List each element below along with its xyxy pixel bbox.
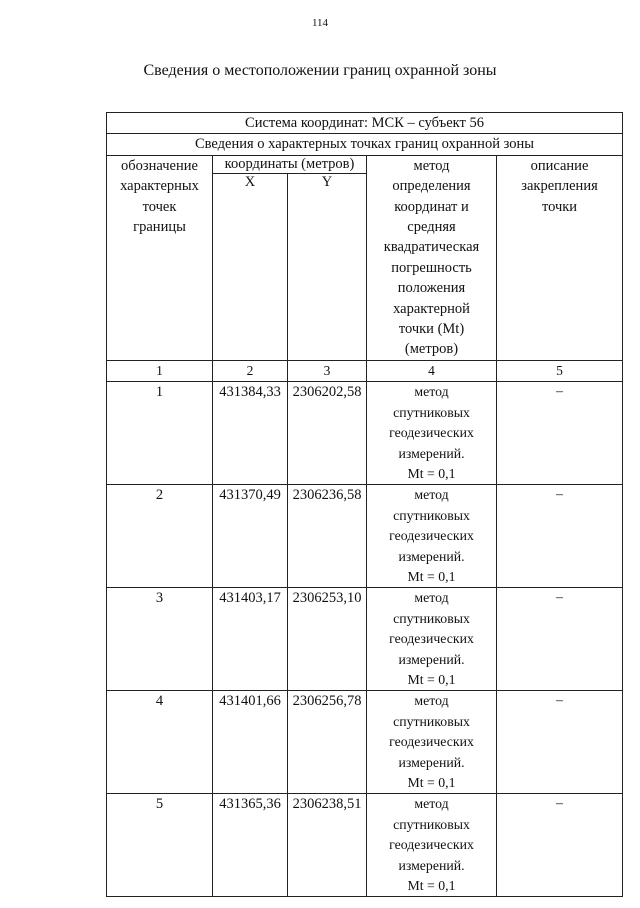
y-cell: 2306202,58: [288, 382, 367, 485]
point-cell: 1: [107, 382, 213, 485]
point-cell: 4: [107, 691, 213, 794]
method-line: геодезических: [389, 631, 474, 647]
description-cell: –: [497, 382, 623, 485]
header-line: погрешность: [391, 259, 472, 276]
method-line: измерений.: [398, 548, 465, 564]
header-line: точек: [142, 198, 177, 215]
description-cell: –: [497, 588, 623, 691]
method-line: метод: [414, 590, 449, 606]
document-title: Сведения о местоположении границ охранной зоны: [143, 62, 497, 79]
header-line: метод: [413, 157, 450, 174]
header-line: границы: [133, 219, 186, 236]
x-cell: 431401,66: [213, 691, 288, 794]
column-number: 4: [367, 360, 497, 381]
header-line: описание: [530, 157, 589, 174]
header-line: закрепления: [521, 178, 598, 195]
method-line: измерений.: [398, 857, 465, 873]
column-number: 5: [497, 360, 623, 381]
method-line: геодезических: [389, 837, 474, 853]
header-line: (метров): [404, 341, 459, 358]
method-cell: [367, 691, 497, 794]
table-row: [107, 485, 623, 588]
y-cell: 2306256,78: [288, 691, 367, 794]
method-cell: [367, 588, 497, 691]
y-cell: 2306236,58: [288, 485, 367, 588]
header-line: обозначение: [121, 157, 198, 174]
y-cell: 2306238,51: [288, 794, 367, 897]
y-cell: 2306253,10: [288, 588, 367, 691]
header-line: точки (Mt): [398, 321, 465, 338]
method-line: метод: [414, 796, 449, 812]
coordinates-header: координаты (метров): [213, 155, 367, 173]
column-number: 2: [213, 360, 288, 381]
description-header: [497, 155, 623, 360]
table-row: [107, 382, 623, 485]
method-line: геодезических: [389, 528, 474, 544]
method-line: измерений.: [398, 754, 465, 770]
method-line: измерений.: [398, 651, 465, 667]
description-cell: –: [497, 691, 623, 794]
y-header: Y: [288, 173, 367, 360]
header-line: положения: [397, 280, 466, 297]
column-number: 3: [288, 360, 367, 381]
method-line: геодезических: [389, 734, 474, 750]
method-line: Mt = 0,1: [407, 671, 456, 687]
method-line: спутниковых: [393, 713, 470, 729]
coordinate-system-row: [107, 113, 623, 134]
method-line: Mt = 0,1: [407, 465, 456, 481]
point-designation-header: [107, 155, 213, 360]
header-line: координат и: [394, 198, 469, 215]
method-line: метод: [414, 487, 449, 503]
point-cell: 5: [107, 794, 213, 897]
description-cell: –: [497, 794, 623, 897]
method-header: [367, 155, 497, 360]
table-row: [107, 691, 623, 794]
method-line: метод: [414, 384, 449, 400]
section-title-cell: Сведения о характерных точках границ охранной зоны: [107, 134, 623, 155]
x-cell: 431365,36: [213, 794, 288, 897]
method-line: Mt = 0,1: [407, 775, 456, 790]
method-line: Mt = 0,1: [407, 878, 456, 894]
method-line: геодезических: [389, 425, 474, 441]
header-line: квадратическая: [383, 239, 480, 256]
section-title-row: [107, 134, 623, 155]
method-cell: [367, 794, 497, 897]
header-line: характерной: [393, 300, 470, 317]
method-line: метод: [414, 693, 449, 709]
table-row: [107, 794, 623, 897]
point-cell: 3: [107, 588, 213, 691]
description-cell: –: [497, 485, 623, 588]
x-cell: 431403,17: [213, 588, 288, 691]
header-line: точки: [541, 198, 578, 215]
column-number: 1: [107, 360, 213, 381]
method-line: спутниковых: [393, 404, 470, 420]
method-line: измерений.: [398, 445, 465, 461]
method-line: спутниковых: [393, 507, 470, 523]
method-line: спутниковых: [393, 816, 470, 832]
page-number: 114: [311, 17, 329, 29]
point-cell: 2: [107, 485, 213, 588]
x-cell: 431384,33: [213, 382, 288, 485]
table-row: [107, 588, 623, 691]
column-number-row: [107, 360, 623, 381]
coordinates-table: [106, 112, 623, 897]
x-header: X: [213, 173, 288, 360]
method-cell: [367, 485, 497, 588]
coordinate-system-cell: Система координат: МСК – субъект 56: [107, 113, 623, 134]
header-line: характерных: [120, 178, 199, 195]
header-row: [107, 155, 623, 173]
header-line: определения: [392, 178, 471, 195]
header-line: средняя: [407, 219, 456, 236]
x-cell: 431370,49: [213, 485, 288, 588]
method-line: Mt = 0,1: [407, 568, 456, 584]
method-line: спутниковых: [393, 610, 470, 626]
method-cell: [367, 382, 497, 485]
